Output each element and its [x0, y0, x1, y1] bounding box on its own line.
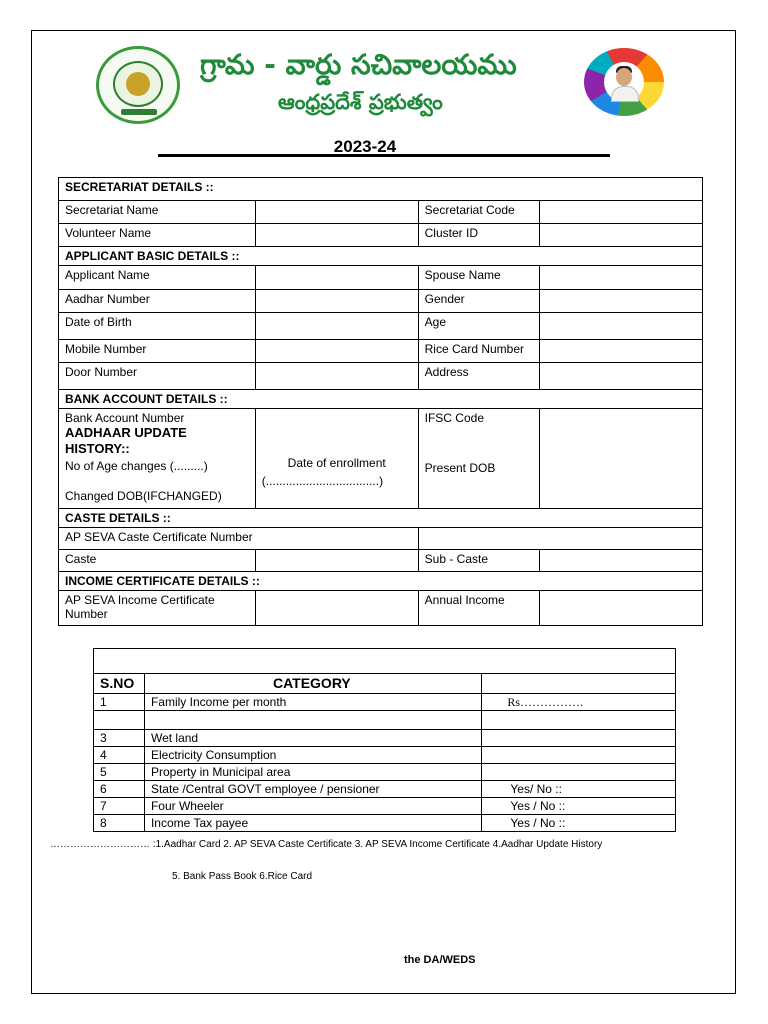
table-row [94, 815, 676, 832]
header-sno: S.NO [94, 674, 145, 694]
input-income-cert[interactable] [255, 591, 418, 626]
category-table [93, 648, 676, 832]
input-cluster-id[interactable] [540, 224, 703, 247]
row-value[interactable] [482, 747, 676, 764]
label-bank-account: Bank Account Number [65, 411, 185, 425]
input-door-number[interactable] [255, 363, 418, 390]
section-income: INCOME CERTIFICATE DETAILS :: [59, 572, 703, 591]
row-category: Income Tax payee [144, 815, 481, 832]
bank-aadhaar-label-cell [59, 409, 256, 509]
category-table-top-row [94, 649, 676, 674]
label-cluster-id: Cluster ID [418, 224, 540, 247]
year-underline [158, 154, 610, 157]
input-caste-cert[interactable] [418, 528, 702, 550]
input-gender[interactable] [540, 290, 703, 313]
ifsc-dob-label-cell [418, 409, 540, 509]
input-secretariat-code[interactable] [540, 201, 703, 224]
label-present-dob: Present DOB [424, 461, 496, 475]
input-ifsc[interactable] [540, 409, 703, 509]
table-row [94, 764, 676, 781]
label-address: Address [418, 363, 540, 390]
row-category [144, 711, 481, 730]
label-caste-cert: AP SEVA Caste Certificate Number [59, 528, 419, 550]
row-sno: 1 [94, 694, 145, 711]
row-value[interactable]: Yes / No :: [482, 798, 676, 815]
table-row [94, 711, 676, 730]
label-rice-card: Rice Card Number [418, 340, 540, 363]
table-row [94, 694, 676, 711]
row-sno: 8 [94, 815, 145, 832]
documents-list-line2: 5. Bank Pass Book 6.Rice Card [172, 871, 313, 882]
label-caste: Caste [59, 550, 256, 572]
row-value[interactable] [482, 711, 676, 730]
input-applicant-name[interactable] [255, 266, 418, 290]
table-row [94, 798, 676, 815]
label-aadhar-number: Aadhar Number [59, 290, 256, 313]
label-annual-income: Annual Income [418, 591, 540, 626]
ap-emblem-logo [96, 46, 180, 124]
details-form-table [58, 177, 703, 626]
input-dob[interactable] [255, 313, 418, 340]
label-door-number: Door Number [59, 363, 256, 390]
label-secretariat-name: Secretariat Name [59, 201, 256, 224]
input-sub-caste[interactable] [540, 550, 703, 572]
header-category: CATEGORY [144, 674, 481, 694]
label-ifsc: IFSC Code [424, 411, 484, 425]
enrollment-dots: (..................................) [261, 474, 384, 488]
row-sno: 4 [94, 747, 145, 764]
input-secretariat-name[interactable] [255, 201, 418, 224]
row-category: Four Wheeler [144, 798, 481, 815]
label-gender: Gender [418, 290, 540, 313]
row-sno: 3 [94, 730, 145, 747]
section-secretariat: SECRETARIAT DETAILS :: [59, 178, 703, 201]
table-row [94, 781, 676, 798]
header-title: గ్రామ - వార్డు సచివాలయము [200, 48, 517, 81]
section-applicant: APPLICANT BASIC DETAILS :: [59, 247, 703, 266]
label-dob: Date of Birth [59, 313, 256, 340]
section-bank: BANK ACCOUNT DETAILS :: [59, 390, 703, 409]
label-income-cert: AP SEVA Income Certificate Number [59, 591, 256, 626]
row-value[interactable]: Yes / No :: [482, 815, 676, 832]
header-value [482, 674, 676, 694]
table-row [94, 747, 676, 764]
label-changed-dob: Changed DOB(IFCHANGED) [65, 489, 222, 503]
header-subtitle: ఆంధ్రప్రదేశ్ ప్రభుత్వం [278, 90, 443, 114]
input-bank-account[interactable] [255, 409, 418, 509]
row-sno: 5 [94, 764, 145, 781]
row-value[interactable] [482, 764, 676, 781]
input-volunteer-name[interactable] [255, 224, 418, 247]
row-category: Electricity Consumption [144, 747, 481, 764]
row-category: Family Income per month [144, 694, 481, 711]
input-spouse-name[interactable] [540, 266, 703, 290]
row-value[interactable] [482, 730, 676, 747]
input-address[interactable] [540, 363, 703, 390]
input-mobile[interactable] [255, 340, 418, 363]
label-secretariat-code: Secretariat Code [418, 201, 540, 224]
label-age-changes: No of Age changes (.........) [65, 459, 208, 473]
input-rice-card[interactable] [540, 340, 703, 363]
input-aadhar-number[interactable] [255, 290, 418, 313]
form-year: 2023-24 [333, 137, 397, 156]
row-category: State /Central GOVT employee / pensioner [144, 781, 481, 798]
row-category: Property in Municipal area [144, 764, 481, 781]
documents-dots: ………………………… [50, 839, 150, 850]
input-caste[interactable] [255, 550, 418, 572]
label-mobile: Mobile Number [59, 340, 256, 363]
row-sno [94, 711, 145, 730]
row-sno: 7 [94, 798, 145, 815]
label-age: Age [418, 313, 540, 340]
label-volunteer-name: Volunteer Name [59, 224, 256, 247]
label-date-enrollment: Date of enrollment [287, 456, 386, 470]
label-aadhaar-history: AADHAAR UPDATE HISTORY:: [65, 425, 187, 456]
documents-text: :1.Aadhar Card 2. AP SEVA Caste Certificate 3. AP SEVA Income Certificate 4.Aadhar Update History [152, 839, 603, 850]
section-caste: CASTE DETAILS :: [59, 509, 703, 528]
label-applicant-name: Applicant Name [59, 266, 256, 290]
navaratnalu-logo [584, 48, 664, 116]
label-spouse-name: Spouse Name [418, 266, 540, 290]
signature-label: the DA/WEDS [404, 954, 476, 966]
row-value[interactable]: Rs……………. [482, 694, 676, 711]
table-row [94, 730, 676, 747]
input-age[interactable] [540, 313, 703, 340]
row-value[interactable]: Yes/ No :: [482, 781, 676, 798]
row-category: Wet land [144, 730, 481, 747]
label-sub-caste: Sub - Caste [418, 550, 540, 572]
input-annual-income[interactable] [540, 591, 703, 626]
row-sno: 6 [94, 781, 145, 798]
documents-list-line1 [50, 839, 602, 850]
